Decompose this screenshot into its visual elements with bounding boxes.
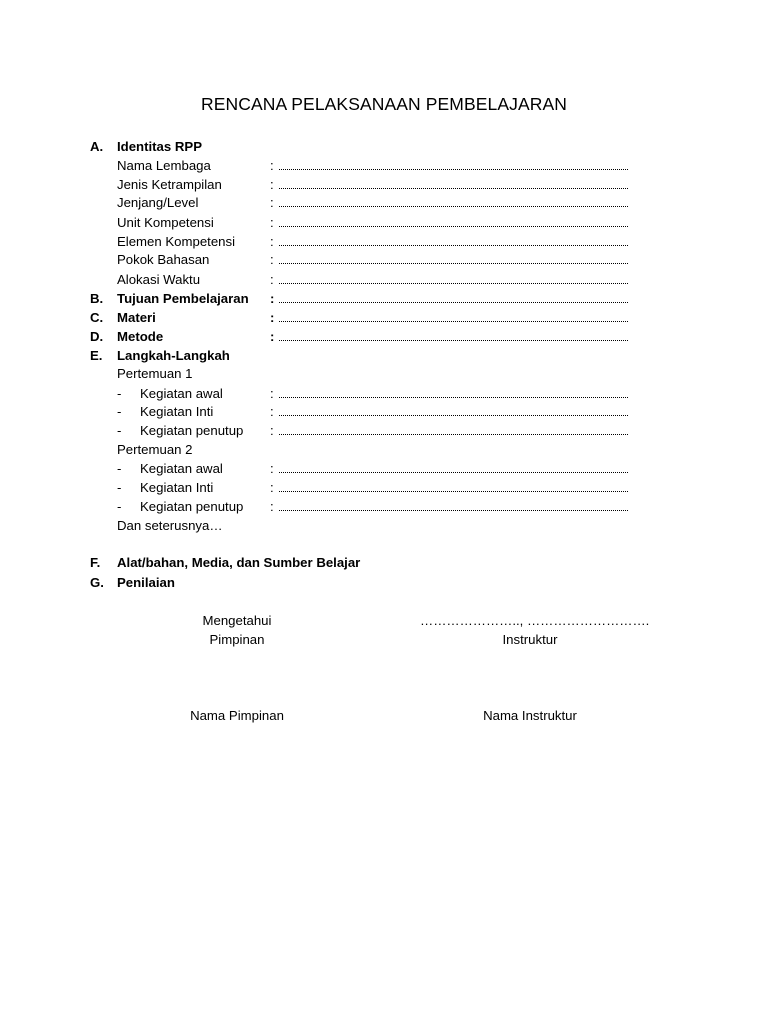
section-label: Alat/bahan, Media, dan Sumber Belajar bbox=[117, 555, 361, 570]
p2-kegiatan-awal bbox=[0, 459, 768, 478]
field-nama-lembaga bbox=[0, 156, 768, 175]
section-letter: E. bbox=[90, 348, 103, 363]
section-label: Materi bbox=[117, 310, 156, 325]
document-title: RENCANA PELAKSANAAN PEMBELAJARAN bbox=[201, 94, 567, 114]
field-jenis-ketrampilan bbox=[0, 175, 768, 194]
section-label: Penilaian bbox=[117, 575, 175, 590]
p2-kegiatan-penutup bbox=[0, 497, 768, 516]
fill-in-line bbox=[279, 415, 628, 416]
pertemuan-2-heading bbox=[0, 440, 768, 459]
field-colon: : bbox=[270, 158, 274, 173]
p1-kegiatan-inti bbox=[0, 402, 768, 421]
p2-kegiatan-inti bbox=[0, 478, 768, 497]
field-colon: : bbox=[270, 177, 274, 192]
section-b bbox=[0, 289, 768, 308]
field-colon: : bbox=[270, 423, 274, 438]
section-g bbox=[0, 573, 768, 592]
field-label: Nama Lembaga bbox=[117, 158, 211, 173]
fill-in-line bbox=[279, 472, 628, 473]
continuation-note: Dan seterusnya… bbox=[117, 518, 223, 533]
fill-in-line bbox=[279, 491, 628, 492]
field-label: Unit Kompetensi bbox=[117, 215, 214, 230]
field-colon: : bbox=[270, 291, 275, 306]
section-label: Langkah-Langkah bbox=[117, 348, 230, 363]
pertemuan-1-heading bbox=[0, 364, 768, 383]
field-colon: : bbox=[270, 461, 274, 476]
field-colon: : bbox=[270, 310, 275, 325]
signature-left-role: Pimpinan bbox=[209, 632, 265, 647]
field-jenjang-level bbox=[0, 193, 768, 212]
list-dash: - bbox=[117, 404, 122, 419]
fill-in-line bbox=[279, 206, 628, 207]
fill-in-line bbox=[279, 283, 628, 284]
list-dash: - bbox=[117, 499, 122, 514]
activity-label: Kegiatan awal bbox=[140, 386, 223, 401]
field-colon: : bbox=[270, 234, 274, 249]
section-label: Metode bbox=[117, 329, 164, 344]
field-label: Pokok Bahasan bbox=[117, 252, 210, 267]
field-colon: : bbox=[270, 499, 274, 514]
section-e bbox=[0, 346, 768, 365]
list-dash: - bbox=[117, 480, 122, 495]
fill-in-line bbox=[279, 434, 628, 435]
section-letter: A. bbox=[90, 139, 104, 154]
section-letter: C. bbox=[90, 310, 104, 325]
section-a bbox=[0, 137, 768, 156]
activity-label: Kegiatan awal bbox=[140, 461, 223, 476]
section-c bbox=[0, 308, 768, 327]
field-label: Jenis Ketrampilan bbox=[117, 177, 222, 192]
section-letter: B. bbox=[90, 291, 104, 306]
pertemuan-label: Pertemuan 1 bbox=[117, 366, 193, 381]
section-d bbox=[0, 327, 768, 346]
field-colon: : bbox=[270, 404, 274, 419]
list-dash: - bbox=[117, 461, 122, 476]
field-pokok-bahasan bbox=[0, 250, 768, 269]
p1-kegiatan-awal bbox=[0, 384, 768, 403]
section-f bbox=[0, 553, 768, 572]
field-colon: : bbox=[270, 195, 274, 210]
list-dash: - bbox=[117, 423, 122, 438]
fill-in-line bbox=[279, 510, 628, 511]
p1-kegiatan-penutup bbox=[0, 421, 768, 440]
fill-in-line bbox=[279, 340, 628, 341]
field-elemen-kompetensi bbox=[0, 232, 768, 251]
field-colon: : bbox=[270, 252, 274, 267]
section-label: Identitas RPP bbox=[117, 139, 203, 154]
fill-in-line bbox=[279, 188, 628, 189]
list-dash: - bbox=[117, 386, 122, 401]
fill-in-line bbox=[279, 321, 628, 322]
field-colon: : bbox=[270, 272, 274, 287]
field-colon: : bbox=[270, 329, 275, 344]
signature-left-heading: Mengetahui bbox=[202, 613, 272, 628]
activity-label: Kegiatan penutup bbox=[140, 423, 244, 438]
fill-in-line bbox=[279, 245, 628, 246]
section-letter: F. bbox=[90, 555, 101, 570]
activity-label: Kegiatan Inti bbox=[140, 404, 214, 419]
activity-label: Kegiatan penutup bbox=[140, 499, 244, 514]
field-colon: : bbox=[270, 386, 274, 401]
field-label: Jenjang/Level bbox=[117, 195, 199, 210]
field-colon: : bbox=[270, 215, 274, 230]
fill-in-line bbox=[279, 397, 628, 398]
section-letter: G. bbox=[90, 575, 104, 590]
signature-right-name: Nama Instruktur bbox=[483, 708, 577, 723]
pertemuan-label: Pertemuan 2 bbox=[117, 442, 193, 457]
signature-right-place-date: ………………….., ………………………. bbox=[420, 613, 650, 628]
section-label: Tujuan Pembelajaran bbox=[117, 291, 249, 306]
fill-in-line bbox=[279, 302, 628, 303]
signature-left-name: Nama Pimpinan bbox=[190, 708, 284, 723]
signature-right-role: Instruktur bbox=[502, 632, 558, 647]
fill-in-line bbox=[279, 169, 628, 170]
fill-in-line bbox=[279, 226, 628, 227]
field-label: Elemen Kompetensi bbox=[117, 234, 236, 249]
section-letter: D. bbox=[90, 329, 104, 344]
activity-label: Kegiatan Inti bbox=[140, 480, 214, 495]
field-colon: : bbox=[270, 480, 274, 495]
field-label: Alokasi Waktu bbox=[117, 272, 201, 287]
dan-seterusnya bbox=[0, 516, 768, 535]
field-unit-kompetensi bbox=[0, 213, 768, 232]
fill-in-line bbox=[279, 263, 628, 264]
field-alokasi-waktu bbox=[0, 270, 768, 289]
